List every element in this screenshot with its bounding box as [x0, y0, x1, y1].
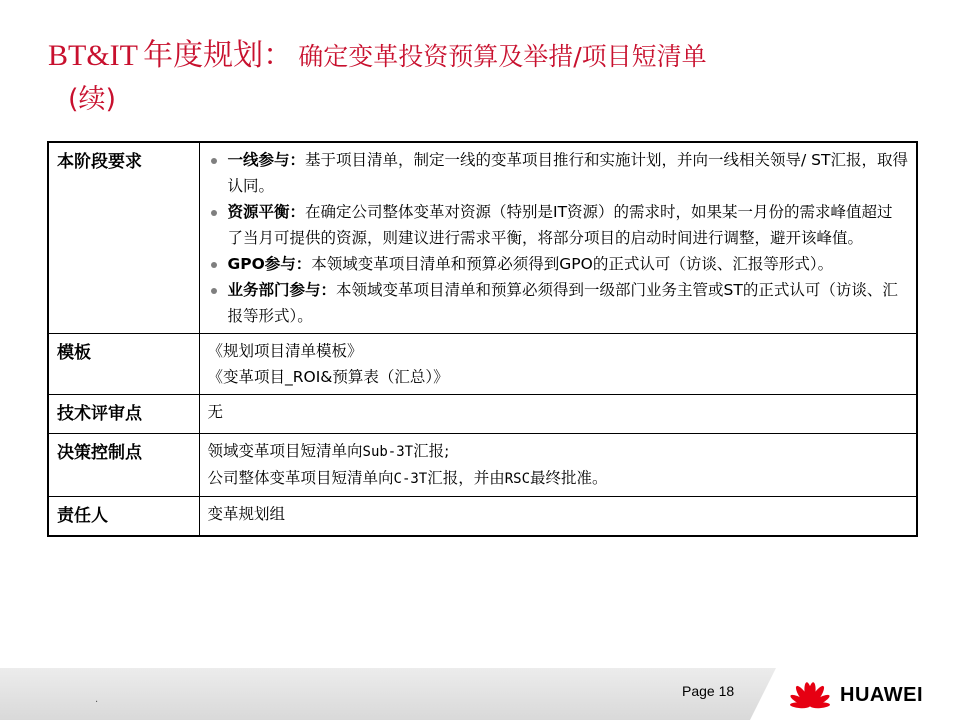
template-item: 《规划项目清单模板》 [207, 342, 363, 360]
row-content [199, 142, 917, 334]
table-row [48, 497, 917, 537]
table-row [48, 334, 917, 395]
item-label: 业务部门参与： [227, 281, 337, 299]
template-item: 《变革项目_ROI&预算表（汇总）》 [207, 368, 449, 386]
item-label: GPO参与： [227, 255, 312, 273]
list-item [208, 277, 909, 329]
row-header: 技术评审点 [48, 395, 199, 434]
decision-text: 汇报; [413, 442, 450, 460]
footer-dot: . [95, 694, 99, 705]
row-header: 模板 [48, 334, 199, 395]
row-content [199, 497, 917, 537]
title-continued: (续) [68, 84, 117, 115]
row-content [199, 395, 917, 434]
row-content [199, 334, 917, 395]
page-number: Page 18 [682, 683, 735, 699]
item-label: 一线参与： [227, 151, 306, 169]
item-text: 在确定公司整体变革对资源（特别是IT资源）的需求时，如果某一月份的需求峰值超过了当月可提供的资源，则建议进行需求平衡，将部分项目的启动时间进行调整，避开该峰值。 [227, 203, 893, 247]
requirements-table [47, 141, 918, 537]
decision-text: 公司整体变革项目短清单向 [207, 469, 394, 487]
decision-line [208, 465, 909, 492]
table-row [48, 434, 917, 497]
decision-body: Sub-3T [362, 444, 414, 460]
item-label: 资源平衡： [227, 203, 306, 221]
row-header: 本阶段要求 [48, 142, 199, 334]
bullet-icon [211, 288, 217, 294]
decision-body: C-3T [393, 471, 428, 487]
row-content [199, 434, 917, 497]
huawei-petal-icon [786, 676, 834, 712]
decision-text: 领域变革项目短清单向 [207, 442, 363, 460]
list-item [208, 147, 909, 199]
row-header: 决策控制点 [48, 434, 199, 497]
bullet-icon [211, 210, 217, 216]
list-item [208, 199, 909, 251]
owner-item: 变革规划组 [207, 505, 286, 523]
title-main: 年度规划： [143, 38, 294, 73]
row-header: 责任人 [48, 497, 199, 537]
title-brand: BT&IT [48, 39, 138, 72]
table-row [48, 395, 917, 434]
decision-body: RSC [504, 471, 531, 487]
item-text: 本领域变革项目清单和预算必须得到GPO的正式认可（访谈、汇报等形式）。 [311, 255, 834, 273]
decision-text: 最终批准。 [530, 469, 608, 487]
huawei-logo-text: HUAWEI [840, 684, 923, 706]
bullet-icon [211, 262, 217, 268]
item-text: 基于项目清单，制定一线的变革项目推行和实施计划，并向一线相关领导/ ST汇报，取得认同。 [227, 151, 908, 195]
list-item [208, 251, 909, 277]
table-row [48, 142, 917, 334]
title-sub: 确定变革投资预算及举措/项目短清单 [298, 42, 707, 71]
requirement-list [208, 147, 909, 329]
review-item: 无 [207, 403, 224, 421]
slide-title [48, 34, 928, 118]
bullet-icon [211, 158, 217, 164]
decision-line [208, 438, 909, 465]
item-text: 本领域变革项目清单和预算必须得到一级部门业务主管或ST的正式认可（访谈、汇报等形式）。 [227, 281, 898, 325]
decision-text: 汇报，并由 [427, 469, 505, 487]
